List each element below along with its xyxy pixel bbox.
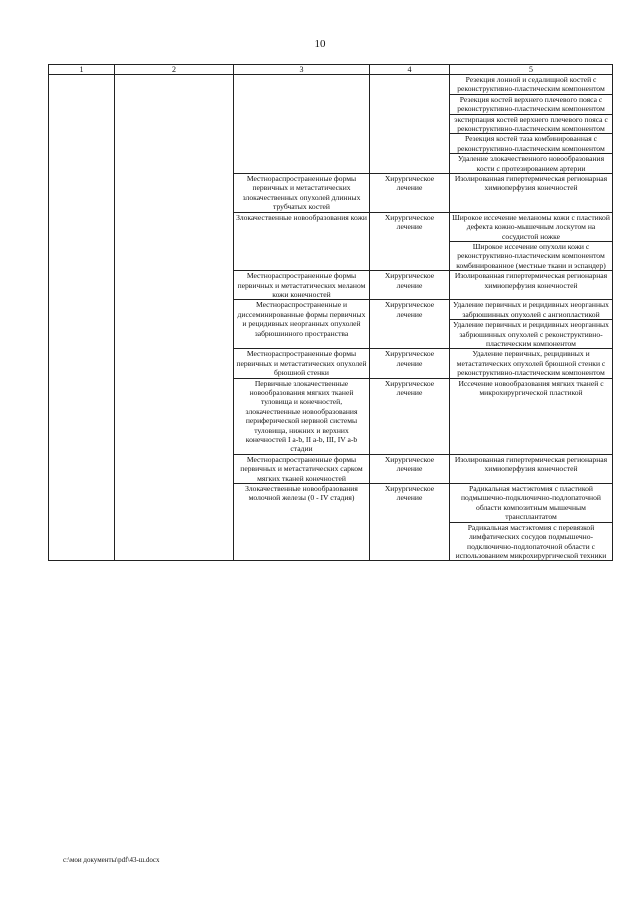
method-cell: Резекция костей таза комбинированная с реконструктивно-пластическим компонентом — [450, 134, 613, 154]
method-cell: экстирпация костей верхнего плечевого пояса с реконструктивно-пластическим компонентом — [450, 114, 613, 134]
method-cell: Изолированная гипертермическая регионарная химиоперфузия конечностей — [450, 454, 613, 483]
method-cell: Радикальная мастэктомия с пластикой подмышечно-подключично-подлопаточной области композитным мышечным трансплантатом — [450, 484, 613, 523]
procedures-table — [48, 64, 613, 561]
treatment-type-cell: Хирургическое лечение — [370, 300, 450, 349]
diagnosis-cell — [234, 75, 370, 174]
page-number: 10 — [314, 38, 326, 50]
method-cell: Иссечение новообразования мягких тканей с микрохирургической пластикой — [450, 378, 613, 454]
diagnosis-cell: Местнораспространенные формы первичных и метастатических опухолей брюшной стенки — [234, 349, 370, 378]
treatment-type-cell: Хирургическое лечение — [370, 484, 450, 561]
method-cell: Удаление первичных, рецидивных и метастатических опухолей брюшной стенки с реконструктивно-пластическим компонентом — [450, 349, 613, 378]
column-2-cell — [115, 75, 234, 561]
treatment-type-cell: Хирургическое лечение — [370, 212, 450, 270]
treatment-type-cell — [370, 75, 450, 174]
diagnosis-cell: Первичные злокачественные новообразования мягких тканей туловища и конечностей, злокачественные новообразования периферической нервной системы туловища, нижних и верхних конечностей I a-b, II a-b, III, IV a-b стадии — [234, 378, 370, 454]
header-cell: 1 — [49, 65, 115, 75]
table-row — [49, 75, 613, 95]
treatment-type-cell: Хирургическое лечение — [370, 454, 450, 483]
method-cell: Изолированная гипертермическая регионарная химиоперфузия конечностей — [450, 174, 613, 213]
method-cell: Радикальная мастэктомия с перевязкой лимфатических сосудов подмышечно-подключично-подлопаточной области с использованием микрохирургической техники — [450, 522, 613, 561]
column-1-cell — [49, 75, 115, 561]
treatment-type-cell: Хирургическое лечение — [370, 349, 450, 378]
header-cell: 3 — [234, 65, 370, 75]
method-cell: Удаление злокачественного новообразования кости с протезированием артерии — [450, 154, 613, 174]
diagnosis-cell: Злокачественные новообразования кожи — [234, 212, 370, 270]
diagnosis-cell: Местнораспространенные формы первичных и метастатических сарком мягких тканей конечностей — [234, 454, 370, 483]
header-cell: 2 — [115, 65, 234, 75]
treatment-type-cell: Хирургическое лечение — [370, 271, 450, 300]
header-row — [49, 65, 613, 75]
header-cell: 5 — [450, 65, 613, 75]
method-cell: Удаление первичных и рецидивных неорганных забрюшинных опухолей с реконструктивно-пластическим компонентом — [450, 320, 613, 349]
treatment-type-cell: Хирургическое лечение — [370, 378, 450, 454]
header-cell: 4 — [370, 65, 450, 75]
treatment-type-cell: Хирургическое лечение — [370, 174, 450, 213]
file-path-footer: c:\мои документы\pdf\43-ш.docx — [63, 856, 160, 864]
diagnosis-cell: Местнораспространенные формы первичных и метастатических меланом кожи конечностей — [234, 271, 370, 300]
method-cell: Широкое иссечение опухоли кожи с реконструктивно-пластическим компонентом комбинированное (местные ткани и эспандер) — [450, 241, 613, 270]
diagnosis-cell: Местнораспространенные формы первичных и метастатических злокачественных опухолей длинных трубчатых костей — [234, 174, 370, 213]
method-cell: Широкое иссечение меланомы кожи с пластикой дефекта кожно-мышечным лоскутом на сосудистой ножке — [450, 212, 613, 241]
diagnosis-cell: Злокачественные новообразования молочной железы (0 - IV стадия) — [234, 484, 370, 561]
method-cell: Резекция лонной и седалищной костей с реконструктивно-пластическим компонентом — [450, 75, 613, 95]
method-cell: Изолированная гипертермическая регионарная химиоперфузия конечностей — [450, 271, 613, 300]
procedures-table-body — [49, 65, 613, 561]
method-cell: Резекция костей верхнего плечевого пояса с реконструктивно-пластическим компонентом — [450, 94, 613, 114]
method-cell: Удаление первичных и рецидивных неорганных забрюшинных опухолей с ангиопластикой — [450, 300, 613, 320]
diagnosis-cell: Местнораспространенные и диссеминированные формы первичных и рецидивных неорганных опухолей забрюшинного пространства — [234, 300, 370, 349]
